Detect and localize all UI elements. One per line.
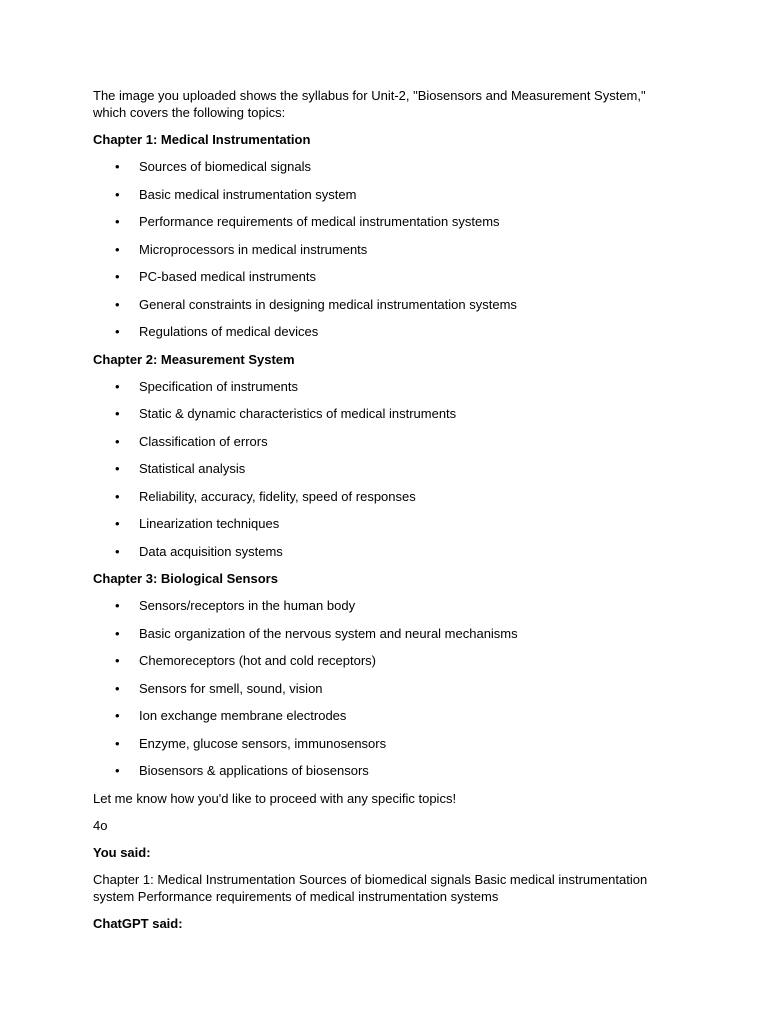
list-item-text: Statistical analysis xyxy=(139,461,246,476)
list-item-text: Microprocessors in medical instruments xyxy=(139,241,368,257)
you-said-label: You said: xyxy=(93,844,151,860)
bullet-icon: • xyxy=(115,543,120,559)
bullet-icon: • xyxy=(115,406,120,421)
bullet-icon: • xyxy=(115,763,120,778)
list-item-text: PC-based medical instruments xyxy=(139,269,317,284)
list-item-text: Regulations of medical devices xyxy=(139,324,319,339)
bullet-icon: • xyxy=(115,735,120,751)
list-item-text: Sensors/receptors in the human body xyxy=(139,598,356,613)
list-item xyxy=(93,323,668,340)
list-item-text: Sources of biomedical signals xyxy=(139,159,311,174)
bullet-icon: • xyxy=(115,680,120,696)
list-item xyxy=(93,378,668,395)
bullet-icon: • xyxy=(115,378,120,394)
bullet-icon: • xyxy=(115,159,120,174)
chapter-1-heading: Chapter 1: Medical Instrumentation xyxy=(93,132,311,147)
chapter-3-heading: Chapter 3: Biological Sensors xyxy=(93,571,278,586)
list-item-text: Biosensors & applications of biosensors xyxy=(139,763,369,778)
list-item xyxy=(93,405,668,422)
list-item xyxy=(93,296,668,313)
list-item-text: Classification of errors xyxy=(139,433,268,449)
list-item-text: Chemoreceptors (hot and cold receptors) xyxy=(139,653,377,668)
list-item-text: General constraints in designing medical instrumentation systems xyxy=(139,296,517,312)
list-item xyxy=(93,186,668,203)
list-item-text: Data acquisition systems xyxy=(139,543,283,559)
list-item xyxy=(93,625,668,642)
list-item-text: Linearization techniques xyxy=(139,516,280,531)
list-item xyxy=(93,680,668,697)
bullet-icon: • xyxy=(115,296,120,312)
bullet-icon: • xyxy=(115,186,120,202)
list-item xyxy=(93,433,668,450)
list-item-text: Reliability, accuracy, fidelity, speed of responses xyxy=(139,488,416,504)
bullet-icon: • xyxy=(115,516,120,531)
bullet-icon: • xyxy=(115,461,120,476)
intro-paragraph: The image you uploaded shows the syllabus for Unit-2, "Biosensors and Measurement System," which covers the following topics: xyxy=(93,88,646,120)
bullet-icon: • xyxy=(115,488,120,504)
chapter-3-list xyxy=(93,597,668,779)
list-item-text: Specification of instruments xyxy=(139,378,298,394)
bullet-icon: • xyxy=(115,324,120,339)
list-item xyxy=(93,543,668,560)
list-item-text: Basic medical instrumentation system xyxy=(139,186,357,202)
list-item xyxy=(93,241,668,258)
list-item xyxy=(93,488,668,505)
chapter-2-heading: Chapter 2: Measurement System xyxy=(93,351,295,367)
list-item xyxy=(93,597,668,614)
bullet-icon: • xyxy=(115,269,120,284)
list-item xyxy=(93,515,668,532)
list-item-text: Ion exchange membrane electrodes xyxy=(139,708,347,723)
user-message: Chapter 1: Medical Instrumentation Sources of biomedical signals Basic medical instrumentation system Performance requirements of medical instrumentation systems xyxy=(93,871,648,904)
chapter-2-list xyxy=(93,378,668,560)
bullet-icon: • xyxy=(115,433,120,449)
chapter-1-list xyxy=(93,158,668,340)
list-item-text: Sensors for smell, sound, vision xyxy=(139,680,323,696)
bullet-icon: • xyxy=(115,625,120,641)
list-item xyxy=(93,213,668,230)
list-item xyxy=(93,268,668,285)
model-tag: 4o xyxy=(93,817,108,833)
list-item xyxy=(93,735,668,752)
closing-paragraph: Let me know how you'd like to proceed with any specific topics! xyxy=(93,790,457,806)
list-item xyxy=(93,652,668,669)
list-item xyxy=(93,460,668,477)
list-item xyxy=(93,158,668,175)
bullet-icon: • xyxy=(115,598,120,613)
list-item-text: Static & dynamic characteristics of medical instruments xyxy=(139,406,457,421)
bullet-icon: • xyxy=(115,241,120,257)
list-item xyxy=(93,762,668,779)
chatgpt-said-label: ChatGPT said: xyxy=(93,915,183,931)
bullet-icon: • xyxy=(115,653,120,668)
bullet-icon: • xyxy=(115,708,120,723)
list-item-text: Performance requirements of medical instrumentation systems xyxy=(139,214,500,229)
document-content xyxy=(93,87,668,942)
list-item-text: Enzyme, glucose sensors, immunosensors xyxy=(139,735,387,751)
list-item-text: Basic organization of the nervous system and neural mechanisms xyxy=(139,625,518,641)
bullet-icon: • xyxy=(115,214,120,229)
list-item xyxy=(93,707,668,724)
